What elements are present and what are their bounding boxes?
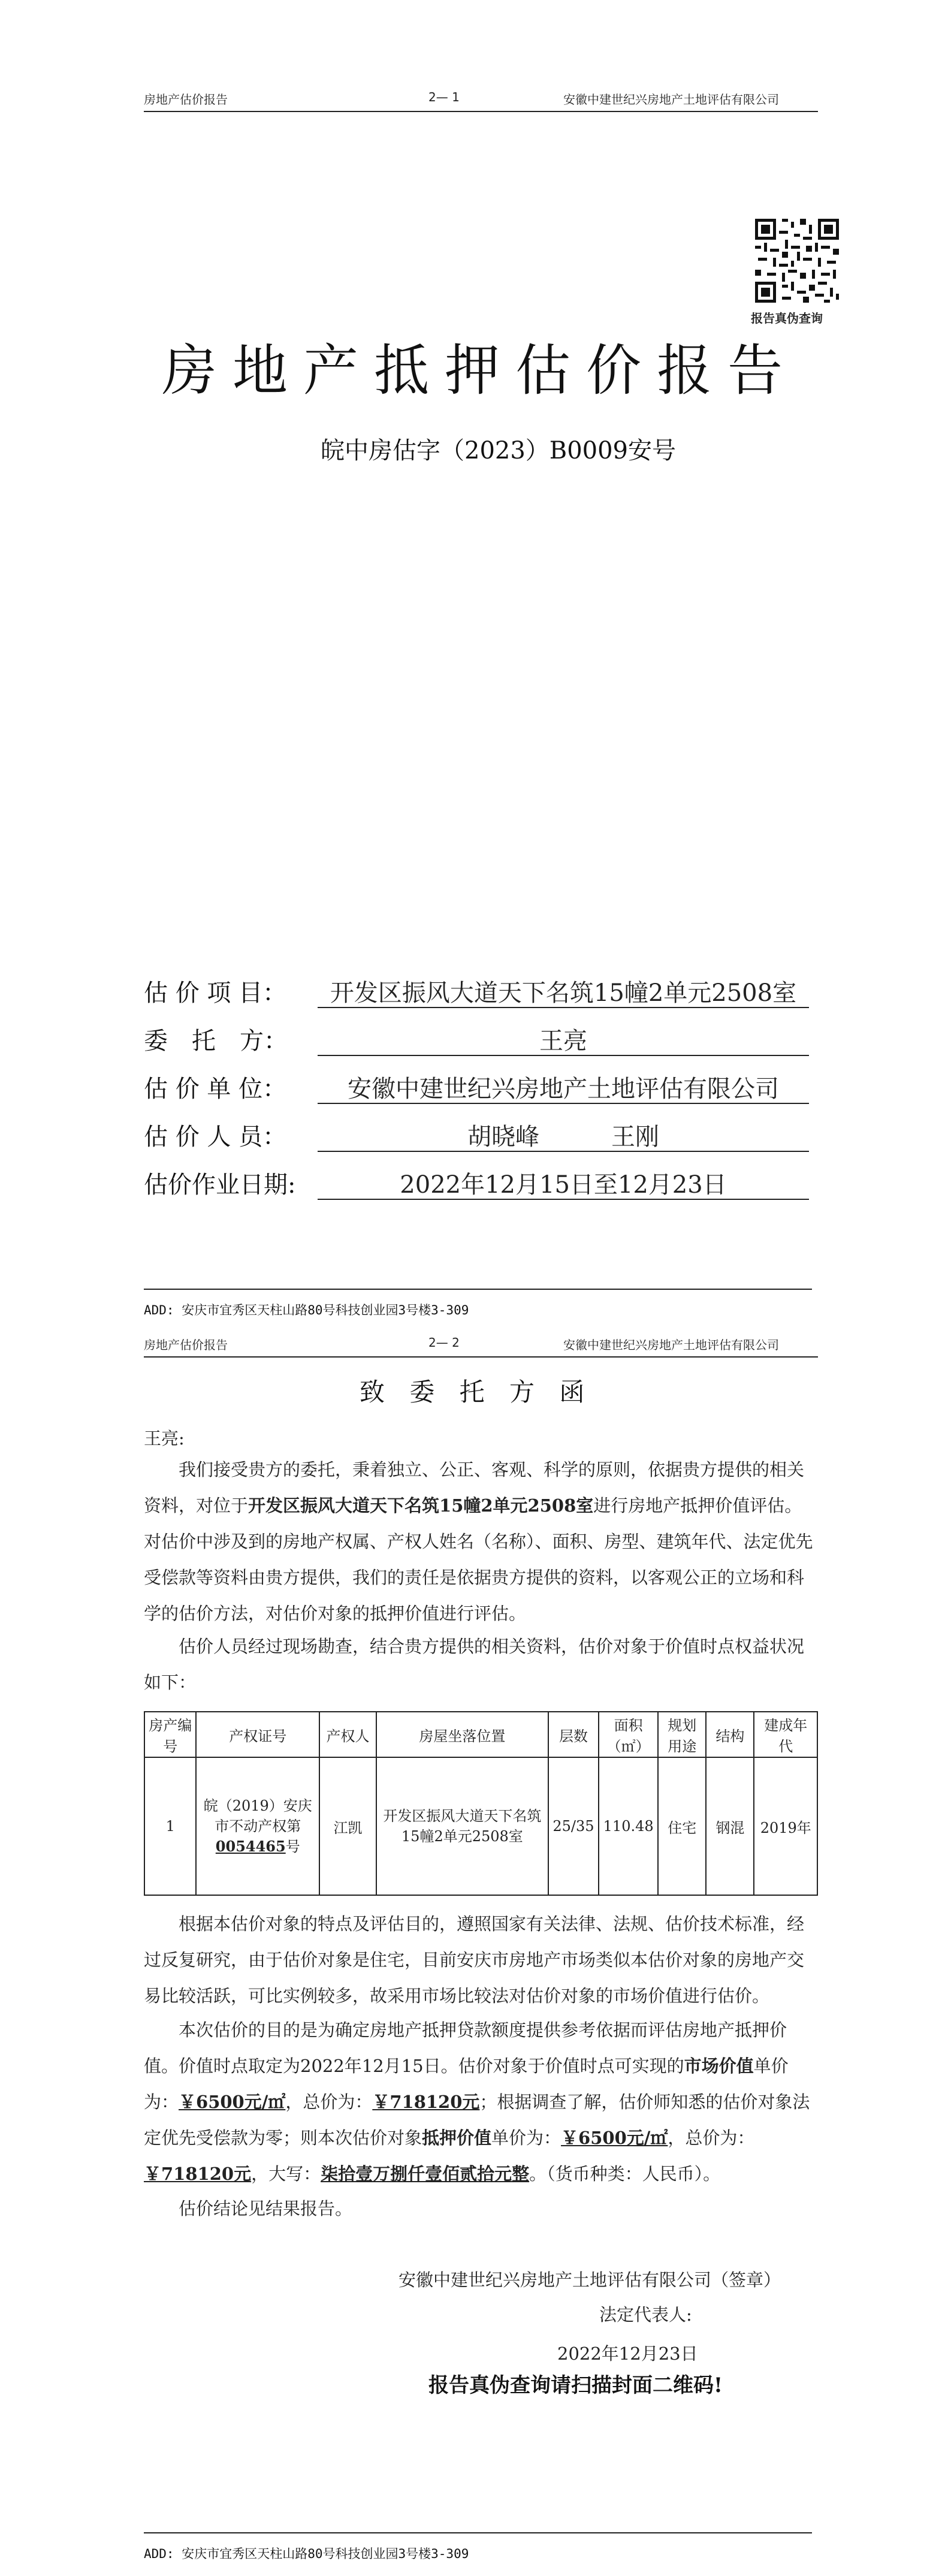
paragraph-conclusion: 估价结论见结果报告。	[179, 2198, 353, 2219]
market-unit-price: ￥6500元/㎡	[179, 2092, 286, 2112]
letter-title: 致 委 托 方 函	[360, 1377, 593, 1407]
table-cell: 2019年	[754, 1757, 817, 1895]
table-header: 结构	[706, 1712, 754, 1757]
table-header: 房屋坐落位置	[376, 1712, 548, 1757]
paragraph-survey: 估价人员经过现场勘查，结合贵方提供的相关资料，估价对象于价值时点权益状况如下：	[144, 1636, 805, 1693]
table-cell: 开发区振风大道天下名筑15幢2单元2508室	[376, 1757, 548, 1895]
footer-address: ADD: 安庆市宜秀区天柱山路80号科技创业园3号楼3-309	[144, 1303, 469, 1317]
table-cell: 25/35	[548, 1757, 599, 1895]
report-title: 房地产抵押估价报告	[162, 339, 799, 403]
signature-company: 安徽中建世纪兴房地产土地评估有限公司（签章）	[398, 2270, 781, 2290]
table-header: 面积（㎡）	[599, 1712, 658, 1757]
header-page-number: 2— 2	[428, 1335, 460, 1350]
table-cell: 江凯	[319, 1757, 376, 1895]
paragraph-method: 根据本估价对象的特点及评估目的，遵照国家有关法律、法规、估价技术标准，经过反复研究，由于估价对象是住宅，目前安庆市房地产市场类似本估价对象的房地产交易比较活跃，可比实例较多，故采用市场比较法对估价对象的市场价值进行估价。	[144, 1914, 805, 2006]
table-header: 房产编号	[144, 1712, 196, 1757]
table-cell: 住宅	[658, 1757, 706, 1895]
field-value-firm: 安徽中建世纪兴房地产土地评估有限公司	[348, 1075, 779, 1103]
table-cell: 110.48	[599, 1757, 658, 1895]
qr-caption: 报告真伪查询	[751, 311, 823, 325]
field-underline	[318, 1007, 809, 1008]
table-header: 产权证号	[196, 1712, 319, 1757]
header-rule	[144, 111, 818, 112]
field-underline	[318, 1055, 809, 1056]
paragraph-engagement: 我们接受贵方的委托，秉着独立、公正、客观、科学的原则，依据贵方提供的相关资料，对位于开发区振风大道天下名筑15幢2单元2508室进行房地产抵押价值评估。对估价中涉及到的房地产权属、产权人姓名（名称）、面积、房型、建筑年代、法定优先受偿款等资料由贵方提供，我们的责任是依据贵方提供的资料，以客观公正的立场和科学的估价方法，对估价对象的抵押价值进行评估。	[144, 1459, 813, 1624]
field-label-date: 估价作业日期:	[144, 1171, 296, 1199]
field-label-project: 估 价 项 目：	[144, 979, 287, 1007]
property-address: 开发区振风大道天下名筑15幢2单元2508室	[248, 1495, 594, 1516]
table-header-row	[144, 1712, 817, 1757]
footer-rule	[144, 2532, 812, 2533]
field-value-project: 开发区振风大道天下名筑15幢2单元2508室	[330, 979, 797, 1007]
field-underline	[318, 1103, 809, 1104]
field-value-appraisers: 胡晓峰 王刚	[467, 1123, 659, 1151]
qr-code-icon[interactable]	[755, 219, 839, 303]
field-label-appraisers: 估 价 人 员：	[144, 1123, 287, 1151]
mortgage-value-label: 抵押价值	[422, 2128, 492, 2148]
footer-address: ADD: 安庆市宜秀区天柱山路80号科技创业园3号楼3-309	[144, 2547, 469, 2561]
capital-amount: 柒拾壹万捌仟壹佰贰拾元整	[321, 2164, 530, 2184]
header-left: 房地产估价报告	[144, 92, 228, 107]
field-label-firm: 估 价 单 位：	[144, 1075, 287, 1103]
verification-notice: 报告真伪查询请扫描封面二维码!	[428, 2373, 723, 2397]
table-header: 规划用途	[658, 1712, 706, 1757]
mortgage-total-price: ￥718120元	[144, 2164, 252, 2184]
header-page-number: 2— 1	[428, 90, 460, 104]
market-value-label: 市场价值	[684, 2056, 754, 2076]
table-cell-cert: 皖（2019）安庆市不动产权第0054465号	[196, 1757, 319, 1895]
field-value-client: 王亮	[539, 1027, 587, 1055]
table-cell: 1	[144, 1757, 196, 1895]
property-table	[144, 1711, 818, 1896]
signature-date: 2022年12月23日	[557, 2343, 698, 2364]
table-row	[144, 1757, 817, 1895]
field-value-date: 2022年12月15日至12月23日	[400, 1171, 727, 1199]
table-header: 产权人	[319, 1712, 376, 1757]
table-header: 层数	[548, 1712, 599, 1757]
mortgage-unit-price: ￥6500元/㎡	[561, 2128, 668, 2148]
header-right: 安徽中建世纪兴房地产土地评估有限公司	[563, 1338, 779, 1352]
market-total-price: ￥718120元	[372, 2092, 480, 2112]
field-underline	[318, 1199, 809, 1200]
signature-representative: 法定代表人:	[599, 2304, 692, 2325]
salutation: 王亮:	[144, 1428, 185, 1449]
header-rule	[144, 1356, 818, 1358]
report-number: 皖中房估字（2023）B0009安号	[321, 437, 676, 464]
table-header: 建成年代	[754, 1712, 817, 1757]
field-label-client: 委 托 方：	[144, 1027, 288, 1055]
paragraph-valuation: 本次估价的目的是为确定房地产抵押贷款额度提供参考依据而评估房地产抵押价值。价值时点取定为2022年12月15日。估价对象于价值时点可实现的市场价值单价为：￥6500元/㎡，总价为：￥718120元；根据调查了解，估价师知悉的估价对象法定优先受偿款为零；则本次估价对象抵押价值单价为：￥6500元/㎡，总价为：￥718120元，大写：柒拾壹万捌仟壹佰贰拾元整。（货币种类：人民币）。	[144, 2020, 810, 2184]
field-underline	[318, 1151, 809, 1152]
footer-rule	[144, 1289, 812, 1290]
table-cell: 钢混	[706, 1757, 754, 1895]
header-left: 房地产估价报告	[144, 1338, 228, 1352]
header-right: 安徽中建世纪兴房地产土地评估有限公司	[563, 92, 779, 107]
